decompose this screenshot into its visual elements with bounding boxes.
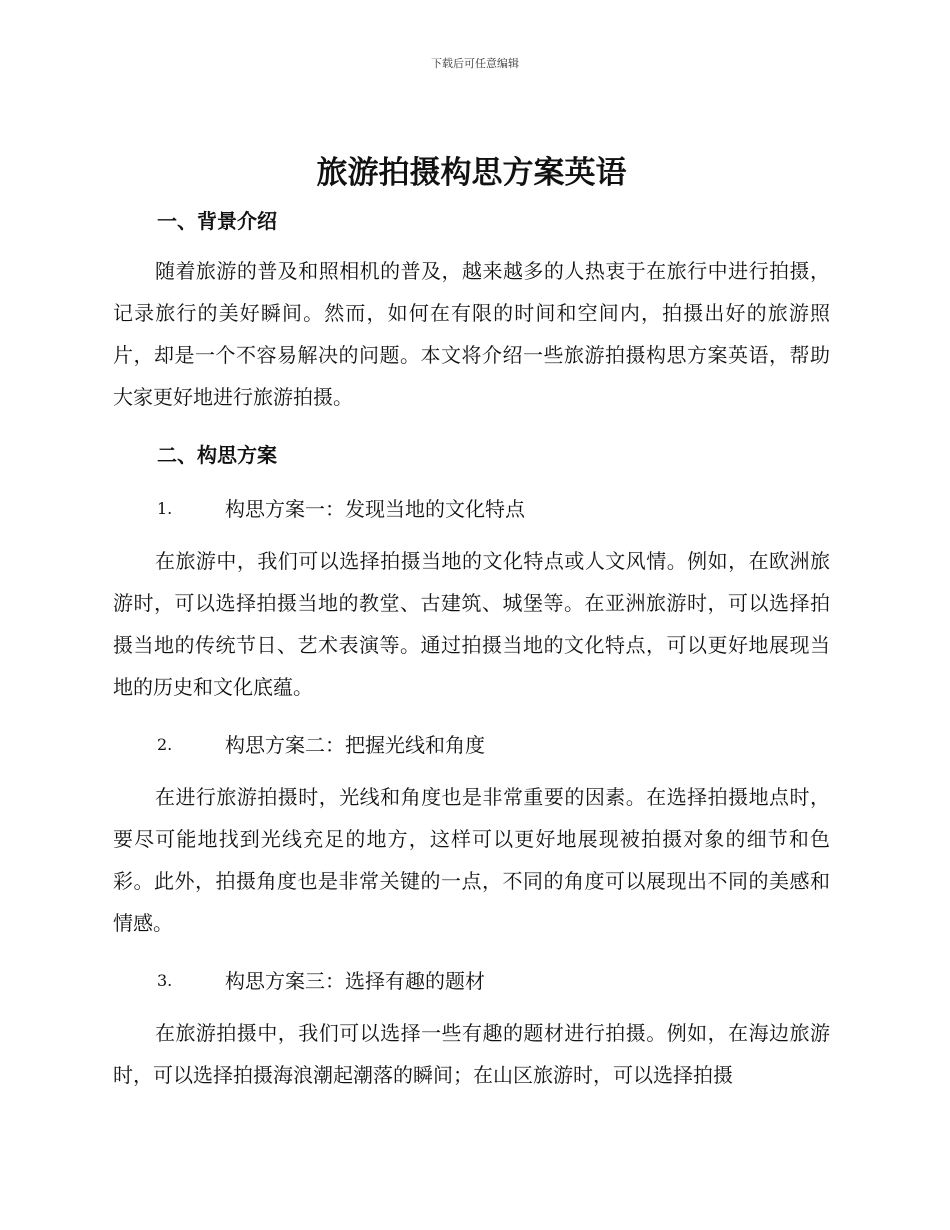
plan-paragraph-1: 在旅游中，我们可以选择拍摄当地的文化特点或人文风情。例如，在欧洲旅游时，可以选择拍摄当地的教堂、古建筑、城堡等。在亚洲旅游时，可以选择拍摄当地的传统节日、艺术表演等。通过拍摄当地的文化特点，可以更好地展现当地的历史和文化底蕴。: [113, 549, 830, 699]
plan-item-3: [113, 966, 830, 996]
plan-number: 3.: [157, 971, 173, 990]
plan-title: 构思方案一：发现当地的文化特点: [225, 497, 525, 521]
header-note: 下载后可任意编辑: [431, 57, 519, 70]
plan-item-1: [113, 494, 830, 524]
paragraph-background: 随着旅游的普及和照相机的普及，越来越多的人热衷于在旅行中进行拍摄，记录旅行的美好瞬间。然而，如何在有限的时间和空间内，拍摄出好的旅游照片，却是一个不容易解决的问题。本文将介绍一些旅游拍摄构思方案英语，帮助大家更好地进行旅游拍摄。: [113, 259, 830, 409]
document-title: 旅游拍摄构思方案英语: [316, 155, 627, 191]
section-heading-plans: 二、构思方案: [157, 443, 277, 467]
plan-paragraph-2: 在进行旅游拍摄时，光线和角度也是非常重要的因素。在选择拍摄地点时，要尽可能地找到光线充足的地方，这样可以更好地展现被拍摄对象的细节和色彩。此外，拍摄角度也是非常关键的一点，不同的角度可以展现出不同的美感和情感。: [113, 785, 830, 935]
plan-title: 构思方案三：选择有趣的题材: [225, 969, 485, 993]
plan-title: 构思方案二：把握光线和角度: [225, 733, 485, 757]
plan-number: 2.: [157, 735, 173, 754]
section-heading-background: 一、背景介绍: [157, 209, 277, 233]
plan-number: 1.: [157, 499, 173, 518]
plan-paragraph-3: 在旅游拍摄中，我们可以选择一些有趣的题材进行拍摄。例如，在海边旅游时，可以选择拍摄海浪潮起潮落的瞬间；在山区旅游时，可以选择拍摄: [113, 1021, 830, 1087]
plan-item-2: [113, 730, 830, 760]
document-body: [113, 148, 830, 1096]
